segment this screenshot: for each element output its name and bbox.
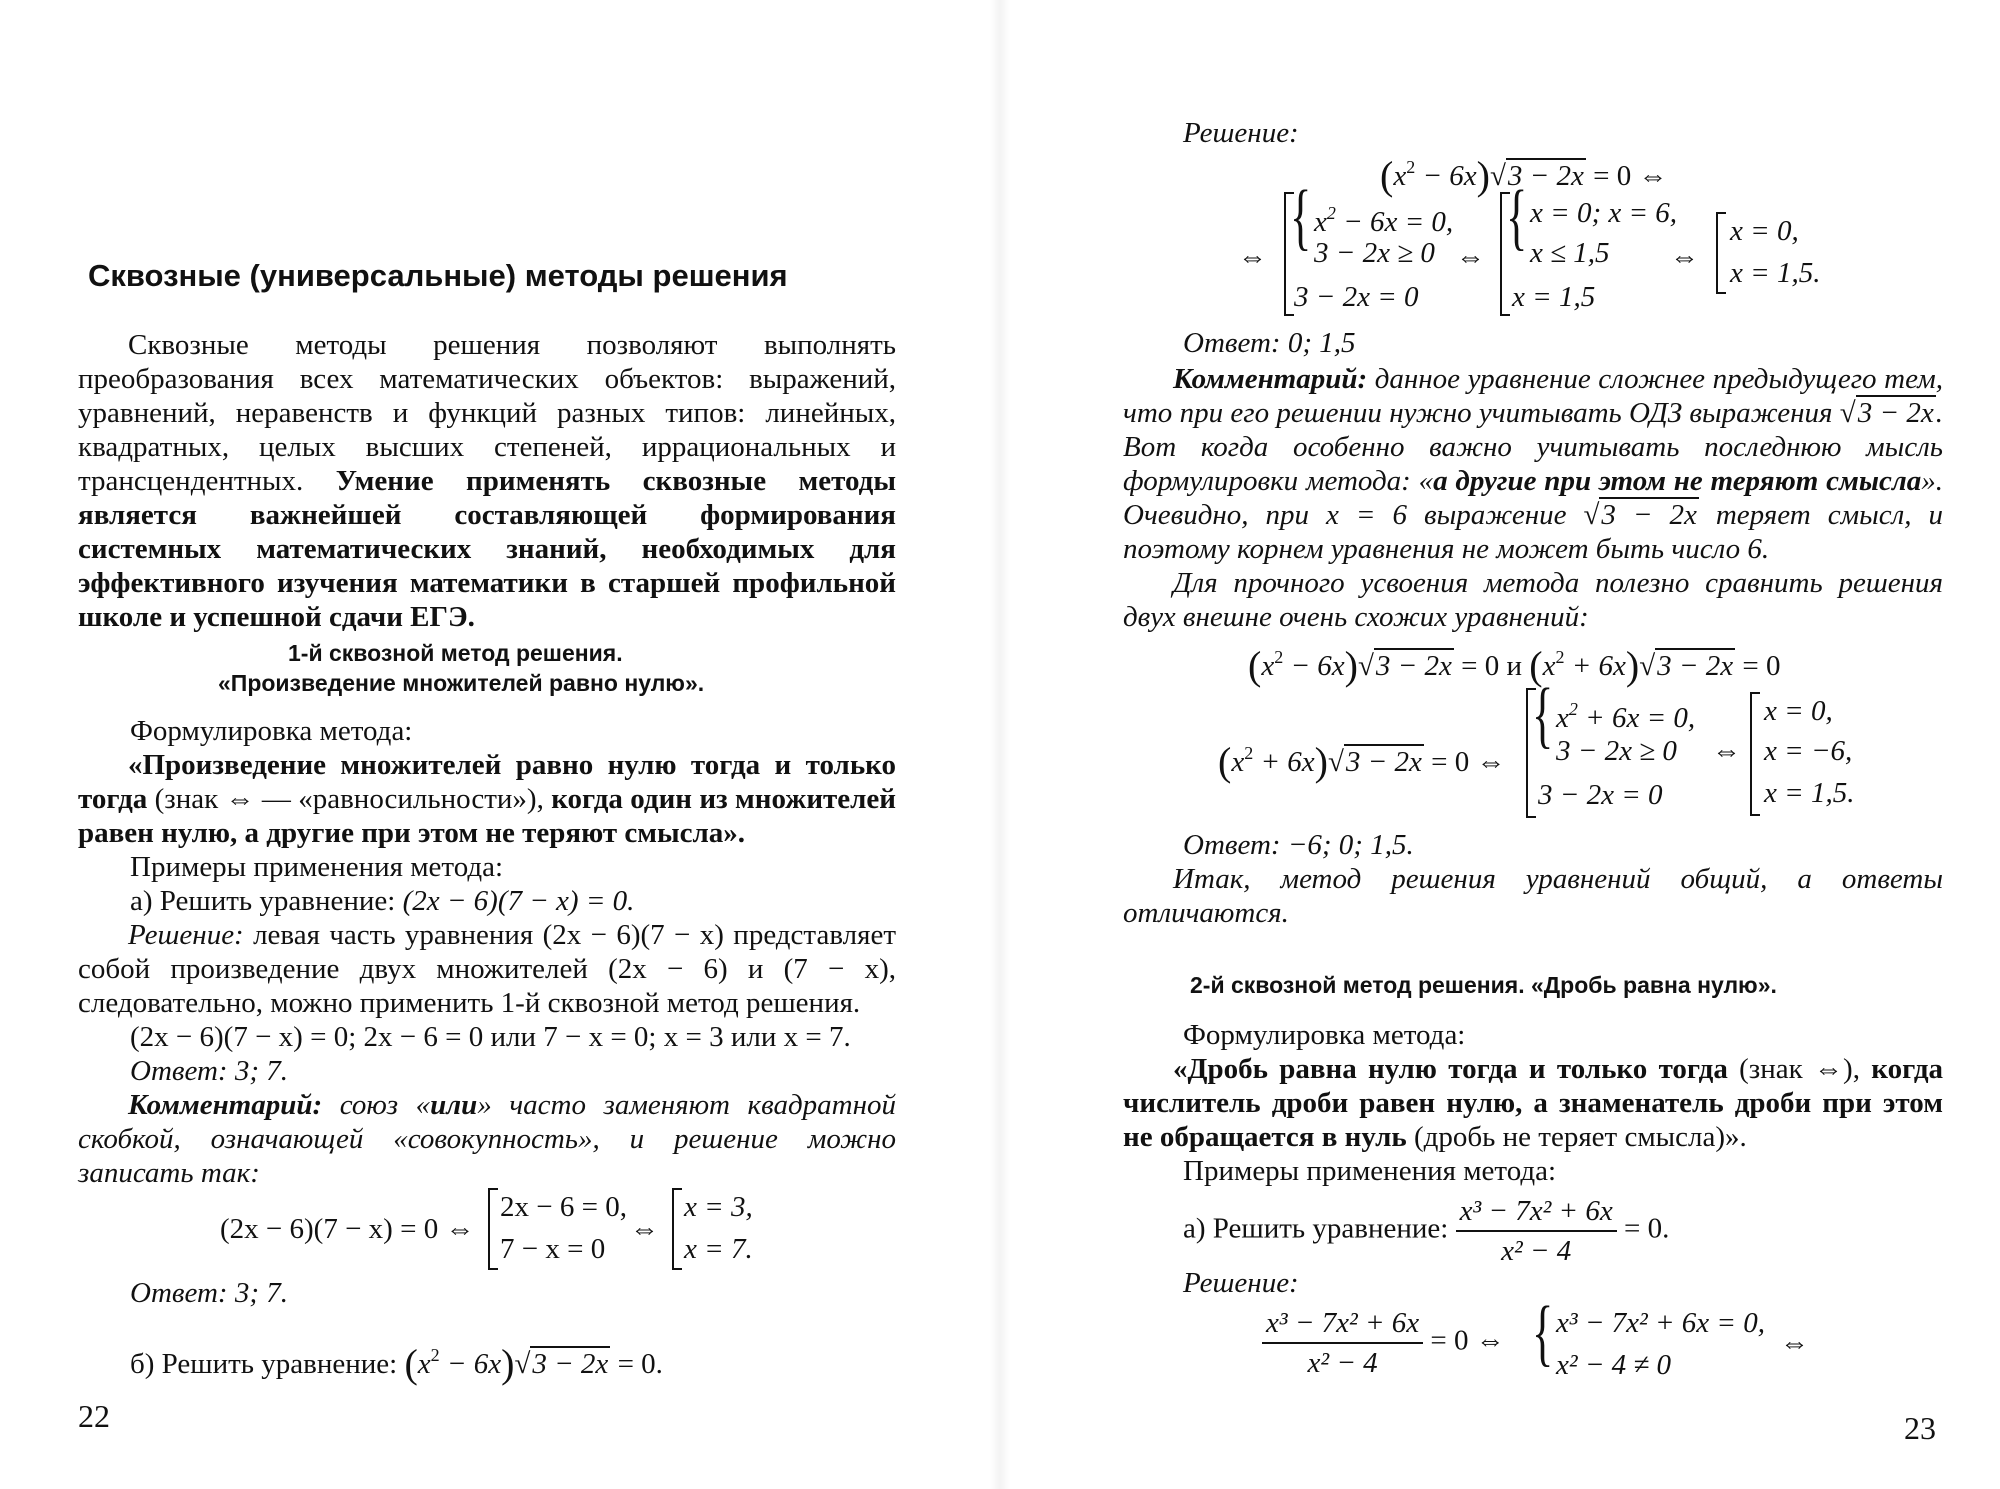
eq1-root: 3 − 2x — [1507, 160, 1584, 192]
eq1-end: = 0 ⇔ — [1585, 160, 1668, 192]
paren-close: ) — [501, 1341, 515, 1386]
formulation-label: Формулировка метода: — [130, 715, 413, 747]
comment-text-1: союз « — [322, 1089, 431, 1121]
sys4-c: 3 − 2x = 0 — [1538, 779, 1663, 811]
answer-2-right: Ответ: −6; 0; 1,5. — [1183, 829, 1414, 861]
sys2-c: x = 1,5 — [1512, 281, 1596, 313]
formulation2-bold-2: когда числитель дроби равен нулю, а знаменатель дроби при этом не обращается в нуль — [1123, 1053, 1943, 1153]
solution-line: (2x − 6)(7 − x) = 0; 2x − 6 = 0 или 7 − x = 0; x = 3 или x = 7. — [130, 1021, 851, 1053]
page-number-left: 22 — [78, 1398, 110, 1434]
method2-formulation — [1123, 1052, 1943, 1154]
examples-label: Примеры применения метода: — [130, 851, 504, 883]
solution-text: левая часть уравнения (2x − 6)(7 − x) представляет собой произведение двух множителей (2x − 6) и (7 − x), следовательно, можно применить 1-й сквозной метод решения. — [78, 919, 896, 1019]
formulation-bold-2: когда один из множителей равен нулю, а другие при этом не теряют смысла». — [78, 783, 896, 849]
set-lhs: (2x − 6)(7 − x) = 0 ⇔ — [220, 1213, 475, 1245]
answer-a2: Ответ: 3; 7. — [130, 1277, 288, 1309]
solution-label: Решение: — [128, 919, 244, 951]
formulation2-normal-1: (знак ⇔), — [1727, 1053, 1872, 1085]
set-bracket-1 — [488, 1188, 498, 1270]
sys5-b: x = −6, — [1764, 735, 1853, 767]
example-b-end: = 0. — [610, 1348, 663, 1380]
sys4-brace: { — [1532, 674, 1554, 756]
example-a-label: а) Решить уравнение: — [130, 885, 396, 917]
sys3-b: x = 1,5. — [1730, 257, 1821, 289]
set-2b: x = 7. — [684, 1233, 753, 1265]
comment-label: Комментарий: — [128, 1089, 323, 1121]
formulation-normal: (знак ⇔ — «равносильности»), — [147, 783, 552, 815]
example-a-right — [1183, 1194, 1669, 1268]
fraction-1-eq: = 0. — [1616, 1212, 1670, 1245]
comment-paragraph-right: Комментарий: данное уравнение сложнее предыдущего тем, что при его решении нужно учитывать ОДЗ выражения √3 − 2x. Вот когда особенно важно учитывать последнюю мысль формулировки метода: «а другие при этом не теряют смысла». Очевидно, при x = 6 выражение √3 − 2x теряет смысл, и поэтому корнем уравнения не может быть число 6. — [1123, 363, 1944, 565]
set-1b: 7 − x = 0 — [500, 1233, 606, 1265]
example-a — [130, 884, 634, 918]
method1-heading-line2: «Произведение множителей равно нулю». — [218, 670, 705, 696]
formulation2-bold-1: «Дробь равна нулю тогда и только тогда — [1173, 1053, 1728, 1085]
eq1-term: − 6x — [1415, 160, 1477, 192]
right-page — [1000, 0, 2000, 1489]
comment-label-right: Комментарий: — [1173, 363, 1368, 395]
comment-paragraph — [78, 1088, 896, 1190]
comment-text-2: » часто заменяют квадратной скобкой, означающей «совокупность», и решение можно записать так: — [78, 1089, 896, 1189]
method1-formulation — [78, 748, 896, 850]
comment-text-right: данное уравнение сложнее предыдущего тем, что при его решении нужно учитывать ОДЗ выражения — [1123, 363, 1943, 429]
sys-arrow-3: ⇔ — [1670, 241, 1699, 273]
set-bracket-2 — [672, 1188, 682, 1270]
example-b-term: − 6x — [439, 1348, 502, 1380]
set-arrow: ⇔ — [630, 1213, 659, 1245]
sys6-b: x² − 4 ≠ 0 — [1556, 1349, 1672, 1381]
compare-paragraph — [1123, 566, 1943, 634]
example-b-root: 3 − 2x — [532, 1348, 609, 1380]
conclusion-paragraph — [1123, 862, 1943, 930]
set-2a: x = 3, — [684, 1191, 753, 1223]
compare-equations: $(x^2 - 6x)√3 - 2x = 0$ и $(x^2 + 6x)√3 - 2x = 0$ — [1248, 643, 1781, 688]
answer-1-right: Ответ: 0; 1,5 — [1183, 327, 1356, 359]
comment-text-right-4: теряет смысл, и поэтому корнем уравнения не может быть число 6. — [1123, 499, 1943, 565]
paren-open: ( — [404, 1341, 418, 1386]
sys1-brace: { — [1290, 176, 1312, 258]
set-1a: 2x − 6 = 0, — [500, 1191, 627, 1223]
method2-heading: 2-й сквозной метод решения. «Дробь равна нулю». — [1190, 972, 1777, 998]
fraction-2-block — [1262, 1306, 1505, 1380]
sys4-b: 3 − 2x ≥ 0 — [1556, 735, 1677, 767]
comment-root-1: 3 − 2x — [1857, 397, 1934, 429]
page-number-right: 23 — [1904, 1410, 1936, 1446]
sys6-arrow: ⇔ — [1780, 1327, 1809, 1359]
intro-paragraph — [78, 328, 896, 634]
sys-arrow-1: ⇔ — [1238, 241, 1267, 273]
fraction-2-eq: = 0 ⇔ — [1423, 1324, 1505, 1357]
sys1-c: 3 − 2x = 0 — [1294, 281, 1419, 313]
fraction-1: $\frac{\text{x³ − 7x² + 6x}}{\text{x² − 4}}$ — [1456, 1194, 1617, 1268]
sqrt-sign: √ — [514, 1348, 531, 1380]
sys3-a: x = 0, — [1730, 215, 1799, 247]
comment-bold-right: а другие при этом не теряют смысла — [1433, 465, 1922, 497]
sys1-a: $x^2 - 6x = 0$, — [1314, 203, 1454, 238]
example-b — [130, 1338, 663, 1384]
comment-or: или — [430, 1089, 478, 1121]
comment-root-2: 3 − 2x — [1601, 499, 1697, 531]
sys2-b: x ≤ 1,5 — [1530, 237, 1610, 269]
sys1-b: 3 − 2x ≥ 0 — [1314, 237, 1435, 269]
example-a-equation: (2x − 6)(7 − x) = 0. — [402, 885, 635, 917]
example-b-x: x — [417, 1348, 431, 1380]
intro-normal: Сквозные методы решения позволяют выполнять преобразования всех математических объектов: выражений, уравнений, неравенств и функций разных типов: линейных, квадратных, целых высших степеней, иррациональных и трансцендентных. — [78, 329, 896, 497]
conclusion-text: Итак, метод решения уравнений общий, а ответы отличаются. — [1123, 863, 1943, 929]
answer-a: Ответ: 3; 7. — [130, 1055, 288, 1087]
example-a-right-label: а) Решить уравнение: — [1183, 1212, 1449, 1245]
sys5-c: x = 1,5. — [1764, 777, 1855, 809]
eq1-x: x — [1393, 160, 1407, 192]
sys4-arrow: ⇔ — [1712, 735, 1741, 767]
sys2-brace: { — [1506, 176, 1528, 258]
comment-text-right-2: . Вот когда особенно важно учитывать последнюю мысль формулировки метода: « — [1123, 397, 1943, 497]
sys5-bracket — [1750, 692, 1760, 816]
sys4-a: $x^2 + 6x = 0$, — [1556, 699, 1696, 734]
sys6-brace: { — [1532, 1292, 1554, 1374]
sys3-bracket — [1716, 212, 1726, 294]
sys5-a: x = 0, — [1764, 695, 1833, 727]
fraction-2: $\frac{\text{x³ − 7x² + 6x}}{\text{x² − 4}}$ — [1262, 1306, 1423, 1380]
eq1-sup: 2 — [1406, 157, 1416, 177]
section-title: Сквозные (универсальные) методы решения — [88, 258, 788, 293]
sys6-a: x³ − 7x² + 6x = 0, — [1556, 1307, 1765, 1339]
sys2-a: x = 0; x = 6, — [1530, 197, 1678, 229]
equation-1: $(x^2 - 6x)√3 - 2x = 0$ ⇔ — [1380, 153, 1668, 198]
sys4-lhs: $(x^2 + 6x)√3 - 2x = 0$ ⇔ — [1218, 739, 1506, 784]
comment-text-right-3: ». Очевидно, при x = 6 выражение — [1123, 465, 1944, 531]
example-b-sup: 2 — [430, 1345, 440, 1365]
method1-heading-line1: 1-й сквозной метод решения. — [288, 640, 623, 666]
solution-label-right: Решение: — [1183, 117, 1299, 149]
example-b-label: б) Решить уравнение: — [130, 1348, 398, 1380]
sys-arrow-2: ⇔ — [1456, 241, 1485, 273]
examples-label-right: Примеры применения метода: — [1183, 1155, 1557, 1187]
intro-bold: Умение применять сквозные методы является важнейшей составляющей формирования системных математических знаний, необходимых для эффективного изучения математики в старшей профильной школе и успешной сдачи ЕГЭ. — [78, 465, 896, 633]
formulation-label-right: Формулировка метода: — [1183, 1019, 1466, 1051]
formulation2-normal-2: (дробь не теряет смысла)». — [1406, 1121, 1747, 1153]
solution-paragraph — [78, 918, 896, 1020]
solution2-label: Решение: — [1183, 1267, 1299, 1299]
compare-text: Для прочного усвоения метода полезно сравнить решения двух внешне очень схожих уравнений: — [1123, 567, 1943, 633]
formulation-bold-1: «Произведение множителей равно нулю тогда и только тогда — [78, 749, 896, 815]
